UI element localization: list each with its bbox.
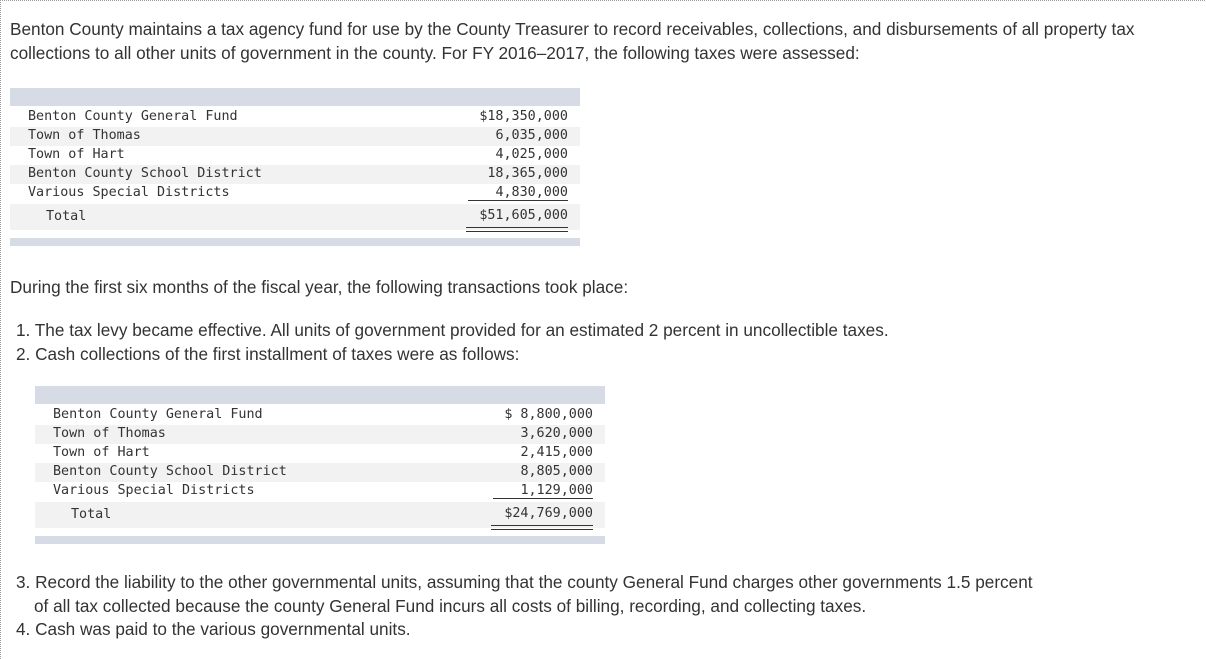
table-row <box>35 425 605 444</box>
table-row <box>10 165 580 184</box>
row-name: Various Special Districts <box>28 185 230 200</box>
row-amount: 3,620,000 <box>520 426 593 441</box>
row-name: Town of Hart <box>53 445 150 460</box>
table-row <box>35 463 605 482</box>
table-row <box>10 146 580 165</box>
intro-paragraph: Benton County maintains a tax agency fund for use by the County Treasurer to record receivables, collections, and disbursements of all property tax collections to all other units of government in the county. For FY 2016–2017, the following taxes were assessed: <box>10 19 1135 63</box>
table-row <box>35 482 605 501</box>
row-amount: 1,129,000 <box>493 483 593 499</box>
item-3-line-2: of all tax collected because the county General Fund incurs all costs of billing, recording, and collecting taxes. <box>34 596 867 616</box>
double-underline <box>491 525 593 530</box>
total-amount: $51,605,000 <box>479 208 568 223</box>
table-header-bar <box>10 88 580 106</box>
transactions-intro: During the first six months of the fiscal year, the following transactions took place: <box>10 277 629 297</box>
total-amount: $24,769,000 <box>504 506 593 521</box>
table-footer-bar <box>35 536 605 544</box>
row-amount: $ 8,800,000 <box>504 407 593 422</box>
row-name: Benton County School District <box>53 464 287 479</box>
row-name: Benton County General Fund <box>53 407 263 422</box>
table-row <box>10 127 580 146</box>
row-amount: 2,415,000 <box>520 445 593 460</box>
table-row <box>10 184 580 203</box>
table-header-bar <box>35 386 605 404</box>
row-amount: 18,365,000 <box>487 166 568 181</box>
collections-table <box>35 386 605 544</box>
table-row <box>10 108 580 127</box>
item-2: 2. Cash collections of the first installment of taxes were as follows: <box>16 344 520 364</box>
double-underline <box>466 227 568 232</box>
item-4: 4. Cash was paid to the various governmental units. <box>16 619 411 639</box>
total-label: Total <box>71 507 112 522</box>
row-amount: $18,350,000 <box>479 109 568 124</box>
table-footer-bar <box>10 238 580 246</box>
row-name: Benton County School District <box>28 166 262 181</box>
item-3-line-1: 3. Record the liability to the other governmental units, assuming that the county General Fund charges other governments 1.5 percent <box>16 572 1033 592</box>
row-name: Various Special Districts <box>53 483 255 498</box>
row-amount: 4,025,000 <box>495 147 568 162</box>
total-label: Total <box>46 209 87 224</box>
row-amount: 6,035,000 <box>495 128 568 143</box>
table-row <box>35 444 605 463</box>
item-1: 1. The tax levy became effective. All units of government provided for an estimated 2 percent in uncollectible taxes. <box>16 320 889 340</box>
row-name: Benton County General Fund <box>28 109 238 124</box>
row-amount: 4,830,000 <box>468 185 568 201</box>
row-amount: 8,805,000 <box>520 464 593 479</box>
assessed-taxes-table <box>10 88 580 246</box>
row-name: Town of Thomas <box>53 426 166 441</box>
row-name: Town of Hart <box>28 147 125 162</box>
row-name: Town of Thomas <box>28 128 141 143</box>
table-row <box>35 406 605 425</box>
